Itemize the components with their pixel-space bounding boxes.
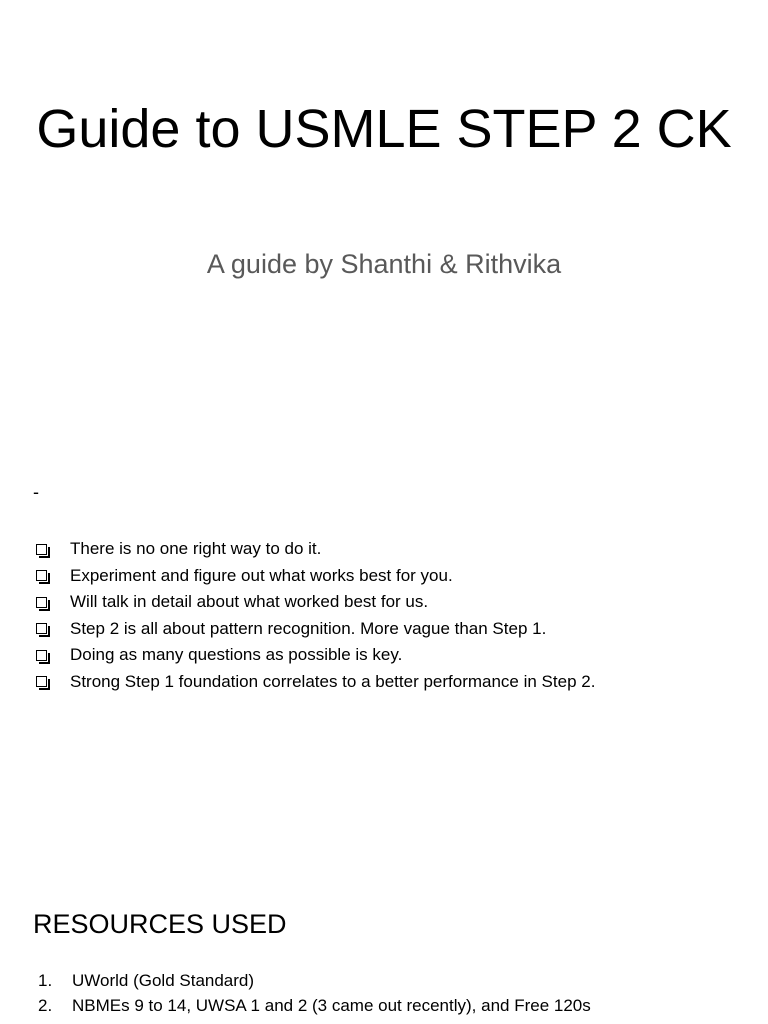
dash-marker: - [33, 482, 39, 502]
resource-item-number: 2. [38, 996, 53, 1015]
checklist-item-text: Step 2 is all about pattern recognition. More vague than Step 1. [70, 618, 547, 638]
checklist-item [33, 589, 595, 616]
checklist-item-text: Will talk in detail about what worked best for us. [70, 592, 429, 612]
checklist-item-text: Strong Step 1 foundation correlates to a better performance in Step 2. [70, 671, 596, 691]
checklist-item-text: Experiment and figure out what works best for you. [70, 565, 453, 585]
checklist-item [33, 563, 595, 590]
checkbox-bullet-icon [36, 544, 47, 555]
resource-item [33, 968, 591, 993]
resource-item [33, 993, 591, 1018]
checklist-item [33, 536, 595, 563]
checklist-item [33, 616, 595, 643]
checklist-item-text: There is no one right way to do it. [70, 539, 322, 559]
checklist [33, 536, 595, 695]
subtitle: A guide by Shanthi & Rithvika [206, 249, 562, 279]
checklist-item [33, 669, 595, 696]
checklist-item-text: Doing as many questions as possible is key. [70, 645, 403, 665]
resource-item-number: 1. [38, 971, 53, 990]
resources-heading: RESOURCES USED [33, 909, 287, 939]
checkbox-bullet-icon [36, 676, 47, 687]
checkbox-bullet-icon [36, 597, 47, 608]
resources-list [33, 968, 591, 1018]
checkbox-bullet-icon [36, 650, 47, 661]
checkbox-bullet-icon [36, 570, 47, 581]
checklist-item [33, 642, 595, 669]
resource-item-text: UWorld (Gold Standard) [72, 971, 255, 990]
page-title: Guide to USMLE STEP 2 CK [36, 99, 732, 159]
checkbox-bullet-icon [36, 623, 47, 634]
resource-item-text: NBMEs 9 to 14, UWSA 1 and 2 (3 came out recently), and Free 120s [72, 996, 591, 1015]
